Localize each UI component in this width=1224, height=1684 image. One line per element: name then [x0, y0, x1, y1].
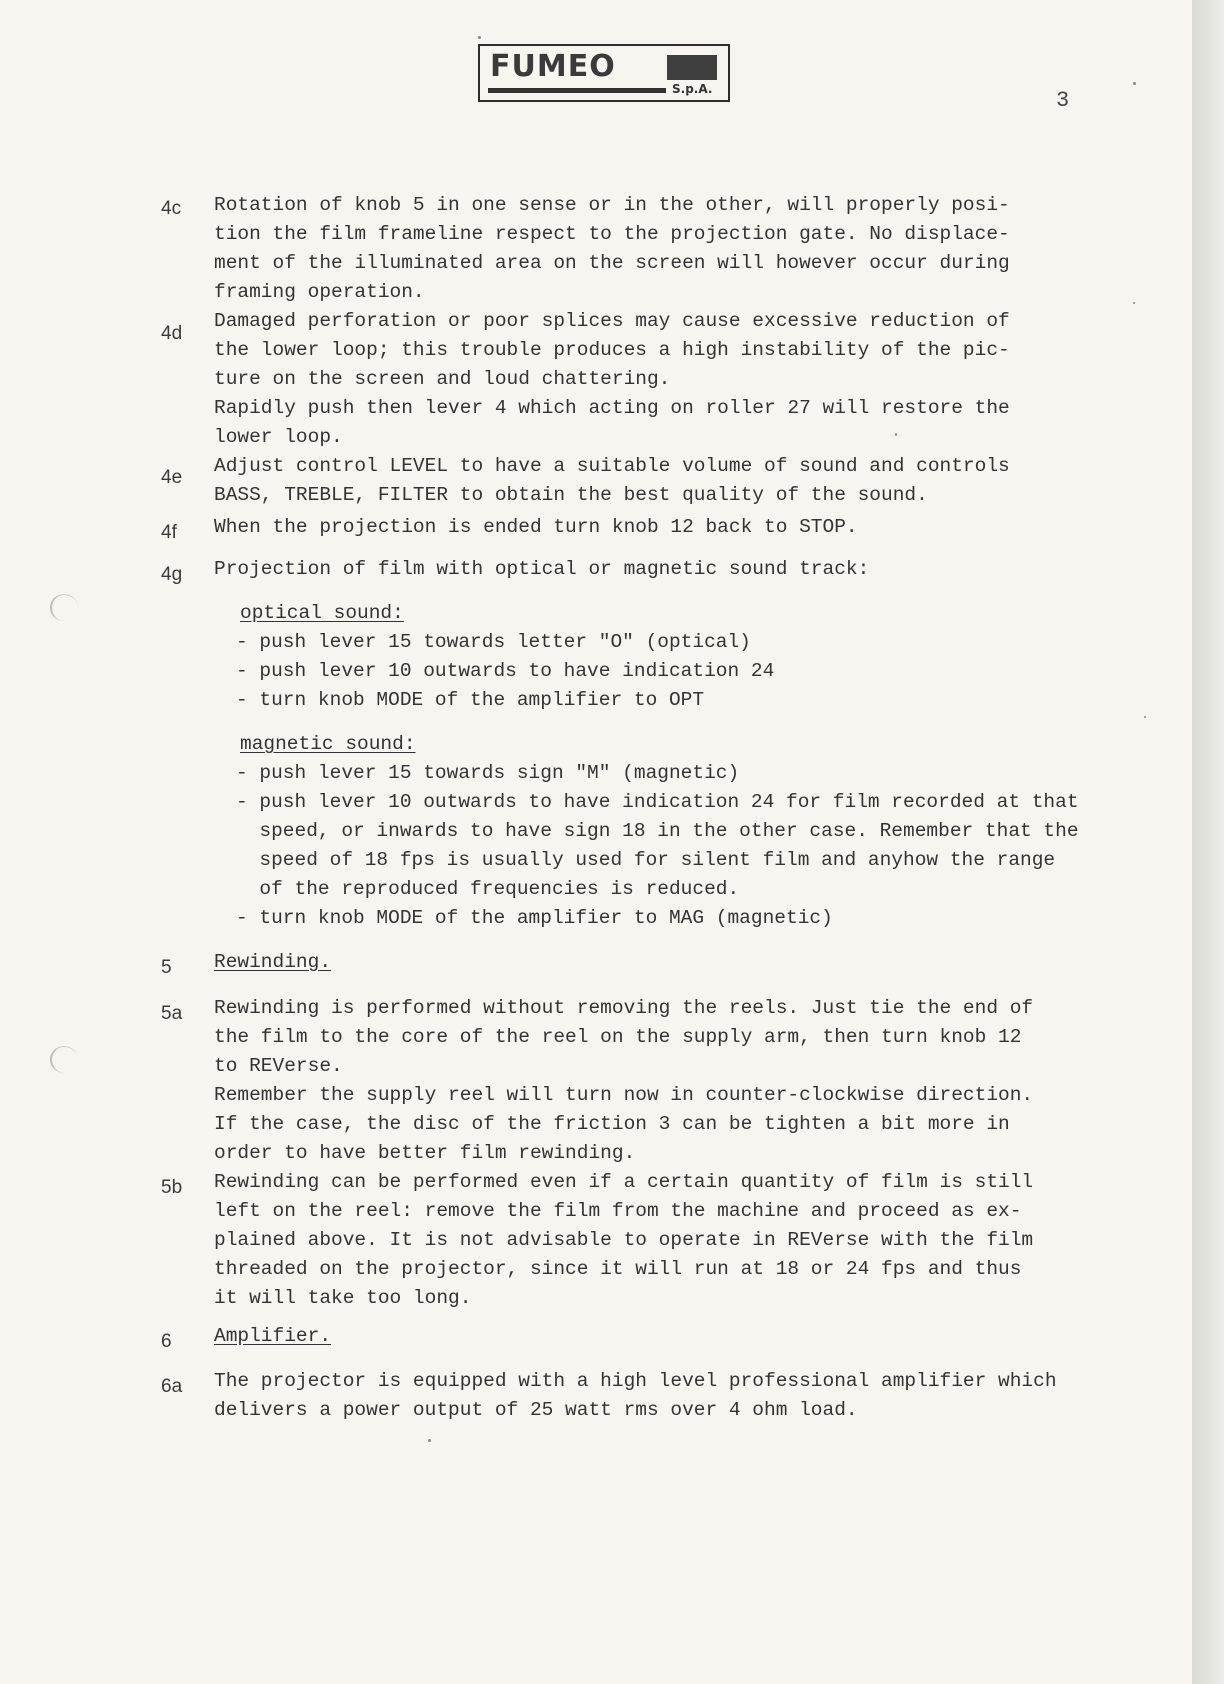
section-number-4d: 4d [161, 323, 183, 344]
text-line: the lower loop; this trouble produces a high instability of the pic- [214, 339, 1010, 361]
list-item: - push lever 15 towards sign "M" (magnetic) [236, 762, 740, 784]
text-line: If the case, the disc of the friction 3 can be tighten a bit more in [214, 1113, 1010, 1135]
text-line: ment of the illuminated area on the screen will however occur during [214, 252, 1010, 274]
text-line: plained above. It is not advisable to operate in REVerse with the film [214, 1229, 1034, 1251]
section-number-5b: 5b [161, 1177, 183, 1198]
text-line: it will take too long. [214, 1287, 472, 1309]
text-line: Projection of film with optical or magnetic sound track: [214, 558, 870, 580]
section-title-amplifier: Amplifier. [214, 1325, 332, 1347]
text-line: Rewinding is performed without removing the reels. Just tie the end of [214, 997, 1034, 1019]
text-line: threaded on the projector, since it will run at 18 or 24 fps and thus [214, 1258, 1022, 1280]
section-title-rewinding: Rewinding. [214, 951, 332, 973]
section-number-4f: 4f [161, 522, 177, 543]
text-line: Rapidly push then lever 4 which acting on roller 27 will restore the [214, 397, 1010, 419]
punch-hole-mark [50, 594, 78, 621]
list-item: - push lever 10 outwards to have indication 24 [236, 660, 775, 682]
page-edge [1192, 0, 1224, 1684]
text-line: The projector is equipped with a high level professional amplifier which [214, 1370, 1057, 1392]
optical-sound-heading: optical sound: [240, 602, 404, 624]
text-line: Adjust control LEVEL to have a suitable volume of sound and controls [214, 455, 1010, 477]
list-item: - turn knob MODE of the amplifier to MAG (magnetic) [236, 907, 833, 929]
text-line: order to have better film rewinding. [214, 1142, 636, 1164]
text-line: Remember the supply reel will turn now in counter-clockwise direction. [214, 1084, 1034, 1106]
page-number: 3 [1056, 88, 1070, 113]
section-number-6a: 6a [161, 1376, 183, 1397]
list-item: speed of 18 fps is usually used for silent film and anyhow the range [236, 849, 1056, 871]
text-line: Rotation of knob 5 in one sense or in the other, will properly posi- [214, 194, 1010, 216]
section-number-4g: 4g [161, 564, 183, 585]
text-line: BASS, TREBLE, FILTER to obtain the best quality of the sound. [214, 484, 928, 506]
text-line: tion the film frameline respect to the projection gate. No displace- [214, 223, 1010, 245]
section-number-6: 6 [161, 1331, 172, 1352]
fumeo-logo [478, 44, 730, 102]
punch-hole-mark [50, 1046, 78, 1073]
text-line: Damaged perforation or poor splices may cause excessive reduction of [214, 310, 1010, 332]
list-item: - turn knob MODE of the amplifier to OPT [236, 689, 705, 711]
paper-speck [895, 433, 897, 436]
list-item: of the reproduced frequencies is reduced. [236, 878, 740, 900]
text-line: ture on the screen and loud chattering. [214, 368, 671, 390]
section-number-4c: 4c [161, 198, 182, 219]
paper-speck [478, 36, 481, 39]
logo-wordmark: FUMEO [490, 49, 616, 84]
paper-speck [428, 1439, 431, 1442]
logo-subtitle: S.p.A. [672, 82, 713, 96]
list-item: - push lever 10 outwards to have indication 24 for film recorded at that [236, 791, 1079, 813]
magnetic-sound-heading: magnetic sound: [240, 733, 416, 755]
text-line: to REVerse. [214, 1055, 343, 1077]
section-number-5: 5 [161, 957, 172, 978]
section-number-5a: 5a [161, 1003, 183, 1024]
paper-speck [1133, 82, 1136, 85]
text-line: left on the reel: remove the film from the machine and proceed as ex- [214, 1200, 1022, 1222]
list-item: - push lever 15 towards letter "O" (optical) [236, 631, 751, 653]
text-line: the film to the core of the reel on the supply arm, then turn knob 12 [214, 1026, 1022, 1048]
text-line: When the projection is ended turn knob 12 back to STOP. [214, 516, 858, 538]
logo-block-graphic [667, 55, 717, 80]
section-number-4e: 4e [161, 467, 183, 488]
text-line: framing operation. [214, 281, 425, 303]
paper-speck [1133, 302, 1135, 304]
list-item: speed, or inwards to have sign 18 in the other case. Remember that the [236, 820, 1079, 842]
text-line: Rewinding can be performed even if a certain quantity of film is still [214, 1171, 1034, 1193]
logo-bar-graphic [488, 88, 666, 93]
paper-speck [1144, 716, 1146, 718]
text-line: lower loop. [214, 426, 343, 448]
text-line: delivers a power output of 25 watt rms over 4 ohm load. [214, 1399, 858, 1421]
